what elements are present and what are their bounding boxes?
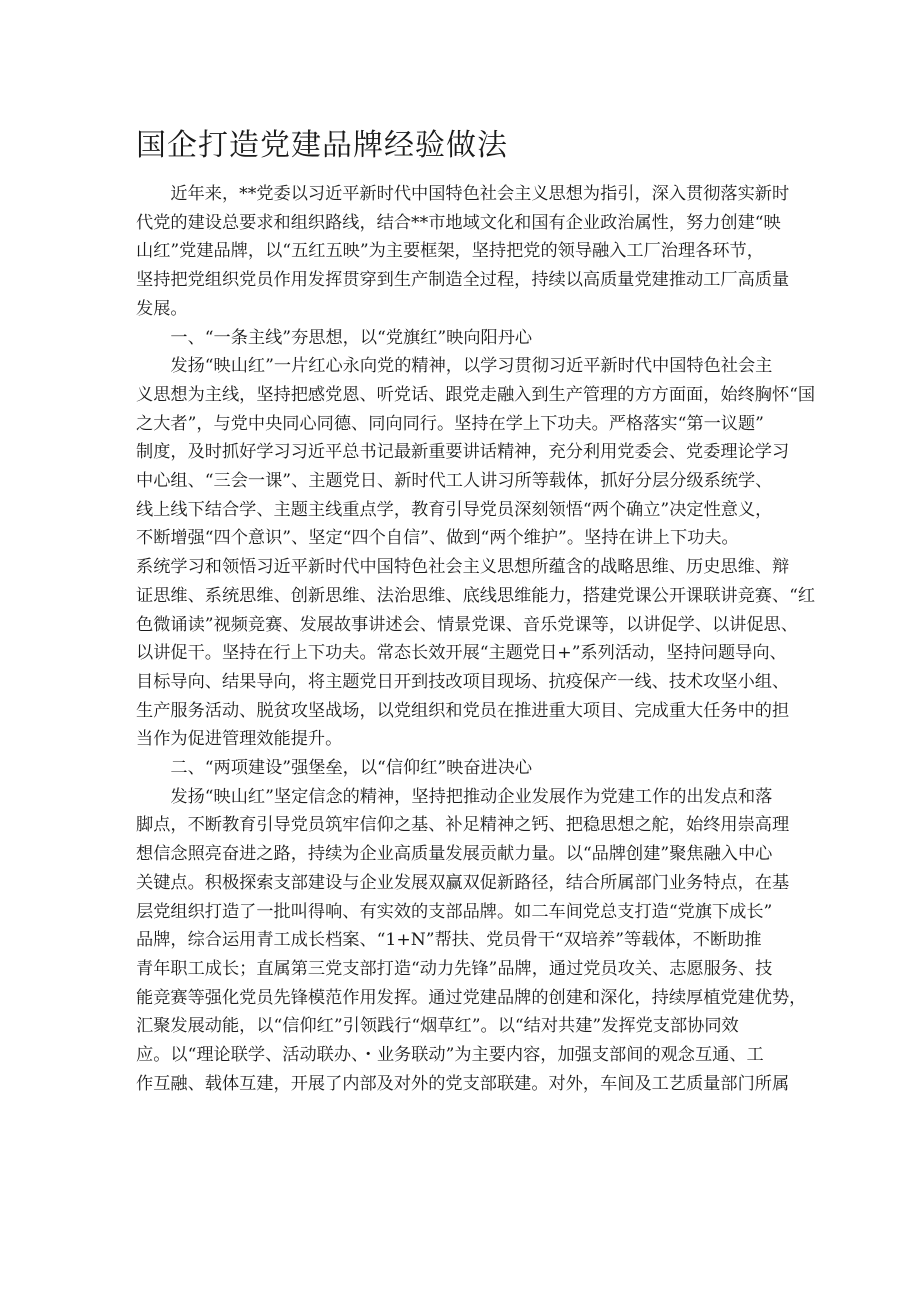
section-2-paragraph	[136, 783, 807, 1099]
section-2-line: 发扬“映山红”坚定信念的精神，坚持把推动企业发展作为党建工作的出发点和落	[170, 786, 773, 807]
intro-line: 发展。	[136, 298, 188, 319]
section-1-line: 色微诵读”视频竞赛、发展故事讲述会、情景党课、音乐党课等，以讲促学、以讲促思、	[136, 614, 798, 635]
section-1-line: 之大者”，与党中央同心同德、同向同行。坚持在学上下功夫。严格落实“第一议题”	[136, 413, 764, 434]
section-2-line: 作互融、载体互建，开展了内部及对外的党支部联建。对外，车间及工艺质量部门所属	[136, 1073, 790, 1094]
section-2-line: 想信念照亮奋进之路，持续为企业高质量发展贡献力量。以“品牌创建”聚焦融入中心	[136, 844, 773, 865]
intro-line: 山红”党建品牌，以“五红五映”为主要框架，坚持把党的领导融入工厂治理各环节，	[136, 241, 764, 262]
section-1-line: 证思维、系统思维、创新思维、法治思维、底线思维能力，搭建党课公开课联讲竞赛、“红	[136, 585, 816, 606]
section-2-line: 汇聚发展动能，以“信仰红”引领践行“烟草红”。以“结对共建”发挥党支部协同效	[136, 1016, 739, 1037]
section-2-heading: 二、“两项建设”强堡垒，以“信仰红”映奋进决心	[170, 758, 533, 779]
section-1-line: 以讲促干。坚持在行上下功夫。常态长效开展“主题党日+”系列活动，坚持问题导向、	[136, 643, 787, 664]
section-1-line: 当作为促进管理效能提升。	[136, 729, 343, 750]
intro-line: 坚持把党组织党员作用发挥贯穿到生产制造全过程，持续以高质量党建推动工厂高质量	[136, 270, 790, 291]
section-1-line: 系统学习和领悟习近平新时代中国特色社会主义思想所蕴含的战略思维、历史思维、辩	[136, 557, 790, 578]
section-2-line: 能竞赛等强化党员先锋模范作用发挥。通过党建品牌的创建和深化，持续厚植党建优势，	[136, 987, 807, 1008]
section-2-line: 品牌，综合运用青工成长档案、“1+N”帮扶、党员骨干“双培养”等载体，不断助推	[136, 930, 762, 951]
section-1-line: 生产服务活动、脱贫攻坚战场，以党组织和党员在推进重大项目、完成重大任务中的担	[136, 700, 790, 721]
intro-line: 近年来，**党委以习近平新时代中国特色社会主义思想为指引，深入贯彻落实新时	[170, 184, 790, 204]
section-2-line: 关键点。积极探索支部建设与企业发展双赢双促新路径，结合所属部门业务特点，在基	[136, 872, 790, 893]
section-1-line: 义思想为主线，坚持把感党恩、听党话、跟党走融入到生产管理的方方面面，始终胸怀“国	[136, 384, 816, 405]
document-title: 国企打造党建品牌经验做法	[136, 128, 508, 163]
intro-paragraph	[136, 180, 790, 324]
section-1-line: 不断增强“四个意识”、坚定“四个自信”、做到“两个维护”。坚持在讲上下功夫。	[136, 528, 739, 549]
section-1-heading: 一、“一条主线”夯思想，以“党旗红”映向阳丹心	[170, 327, 533, 348]
section-2-line: 青年职工成长；直属第三党支部打造“动力先锋”品牌，通过党员攻关、志愿服务、技	[136, 958, 773, 979]
document-body	[136, 180, 816, 1099]
section-2-line: 脚点，不断教育引导党员筑牢信仰之基、补足精神之钙、把稳思想之舵，始终用崇高理	[136, 815, 790, 836]
section-1-line: 制度，及时抓好学习习近平总书记最新重要讲话精神，充分利用党委会、党委理论学习	[136, 442, 790, 463]
section-1-paragraph	[136, 352, 816, 754]
intro-line: 代党的建设总要求和组织路线，结合**市地域文化和国有企业政治属性，努力创建“映	[136, 212, 781, 233]
section-2-line: 层党组织打造了一批叫得响、有实效的支部品牌。如二车间党总支打造“党旗下成长”	[136, 901, 773, 922]
section-2-line: 应。以“理论联学、活动联办、・业务联动”为主要内容，加强支部间的观念互通、工	[136, 1045, 764, 1066]
section-1-line: 线上线下结合学、主题主线重点学，教育引导党员深刻领悟“两个确立”决定性意义，	[136, 499, 773, 520]
section-1-line: 发扬“映山红”一片红心永向党的精神，以学习贯彻习近平新时代中国特色社会主	[170, 356, 773, 377]
section-1-line: 中心组、“三会一课”、主题党日、新时代工人讲习所等载体，抓好分层分级系统学、	[136, 471, 773, 492]
section-1-line: 目标导向、结果导向，将主题党日开到技改项目现场、抗疫保产一线、技术攻坚小组、	[136, 671, 790, 692]
